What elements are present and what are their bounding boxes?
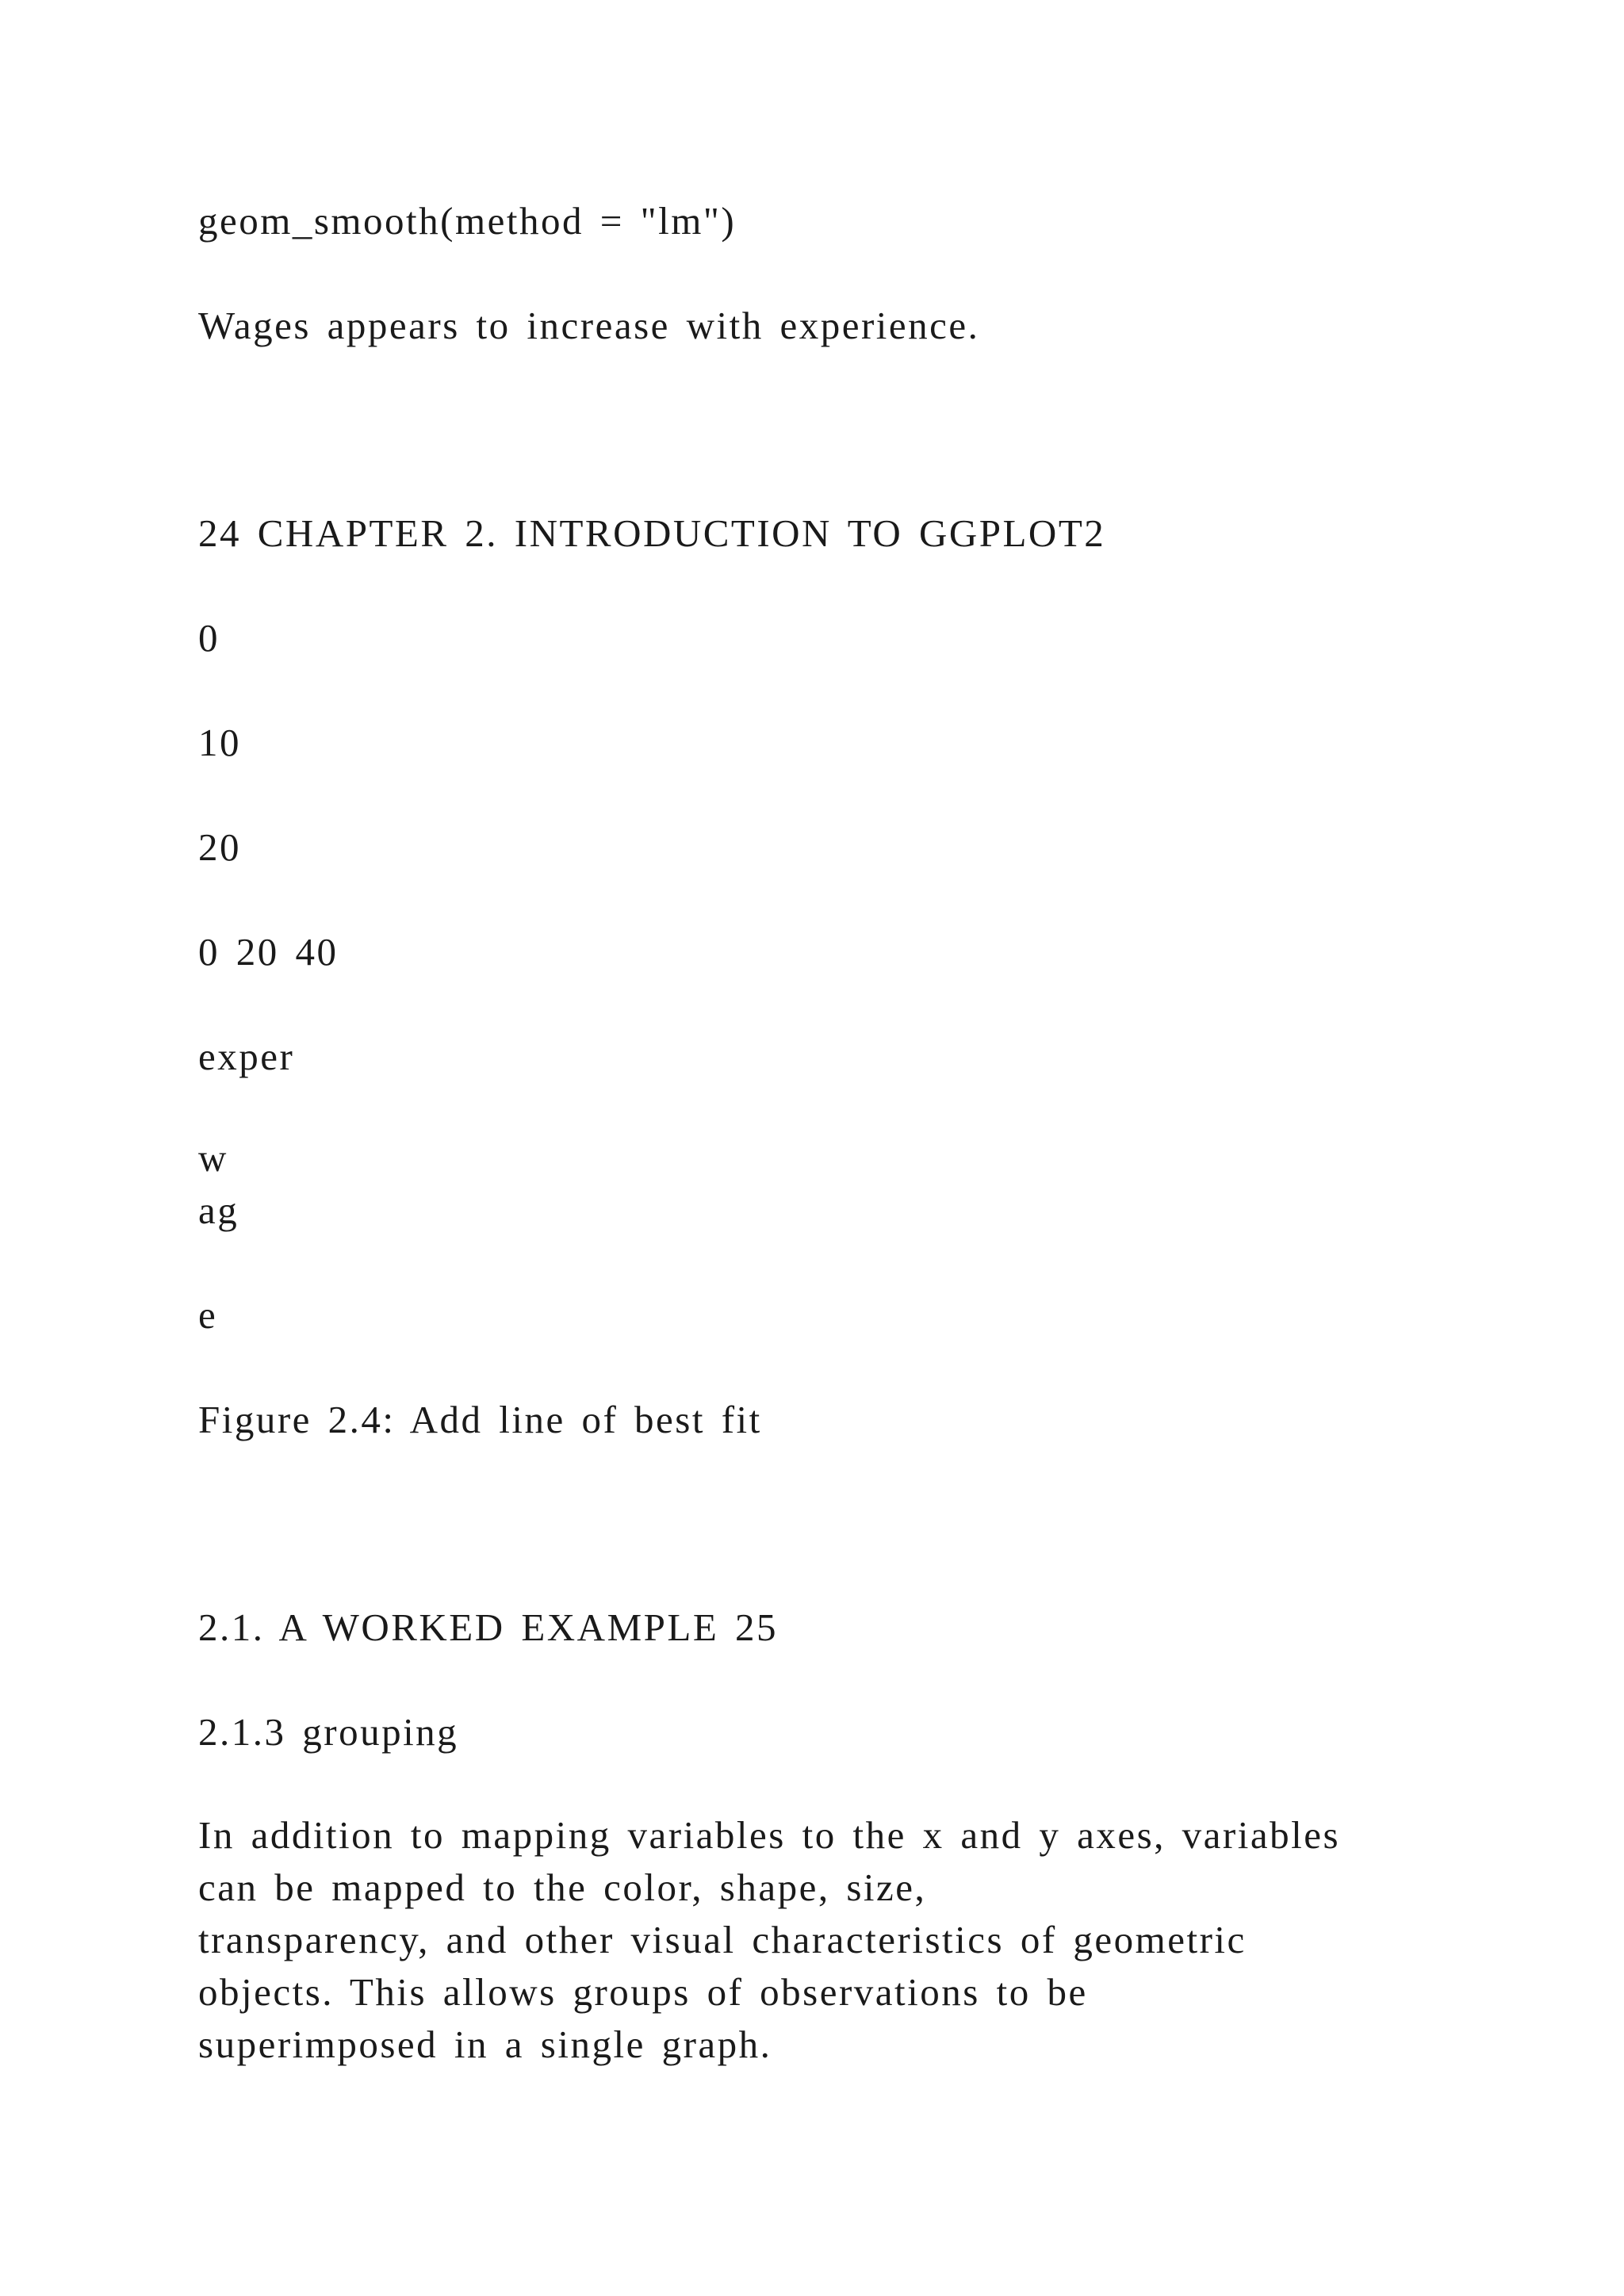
y-tick-20: 20	[198, 825, 241, 869]
body-text-wages: Wages appears to increase with experience.	[198, 304, 980, 347]
x-ticks: 0 20 40	[198, 930, 339, 974]
paragraph-line: In addition to mapping variables to the x and y axes, variables	[198, 1813, 1341, 1857]
page-header-24: 24 CHAPTER 2. INTRODUCTION TO GGPLOT2	[198, 511, 1106, 555]
x-axis-label: exper	[198, 1035, 295, 1078]
grouping-paragraph	[198, 1809, 1507, 2071]
y-tick-10: 10	[198, 721, 241, 764]
paragraph-line: transparency, and other visual characteristics of geometric	[198, 1918, 1247, 1961]
paragraph-line: superimposed in a single graph.	[198, 2022, 772, 2066]
paragraph-line: objects. This allows groups of observations to be	[198, 1970, 1088, 2014]
page-header-25: 2.1. A WORKED EXAMPLE 25	[198, 1605, 779, 1649]
y-tick-0: 0	[198, 616, 220, 660]
y-axis-label-part-3: e	[198, 1293, 218, 1337]
figure-caption: Figure 2.4: Add line of best fit	[198, 1398, 762, 1441]
y-axis-label-part-1: w	[198, 1136, 228, 1180]
paragraph-line: can be mapped to the color, shape, size,	[198, 1866, 927, 1909]
code-line: geom_smooth(method = "lm")	[198, 199, 737, 243]
y-axis-label-part-2: ag	[198, 1188, 239, 1232]
section-heading: 2.1.3 grouping	[198, 1710, 459, 1754]
